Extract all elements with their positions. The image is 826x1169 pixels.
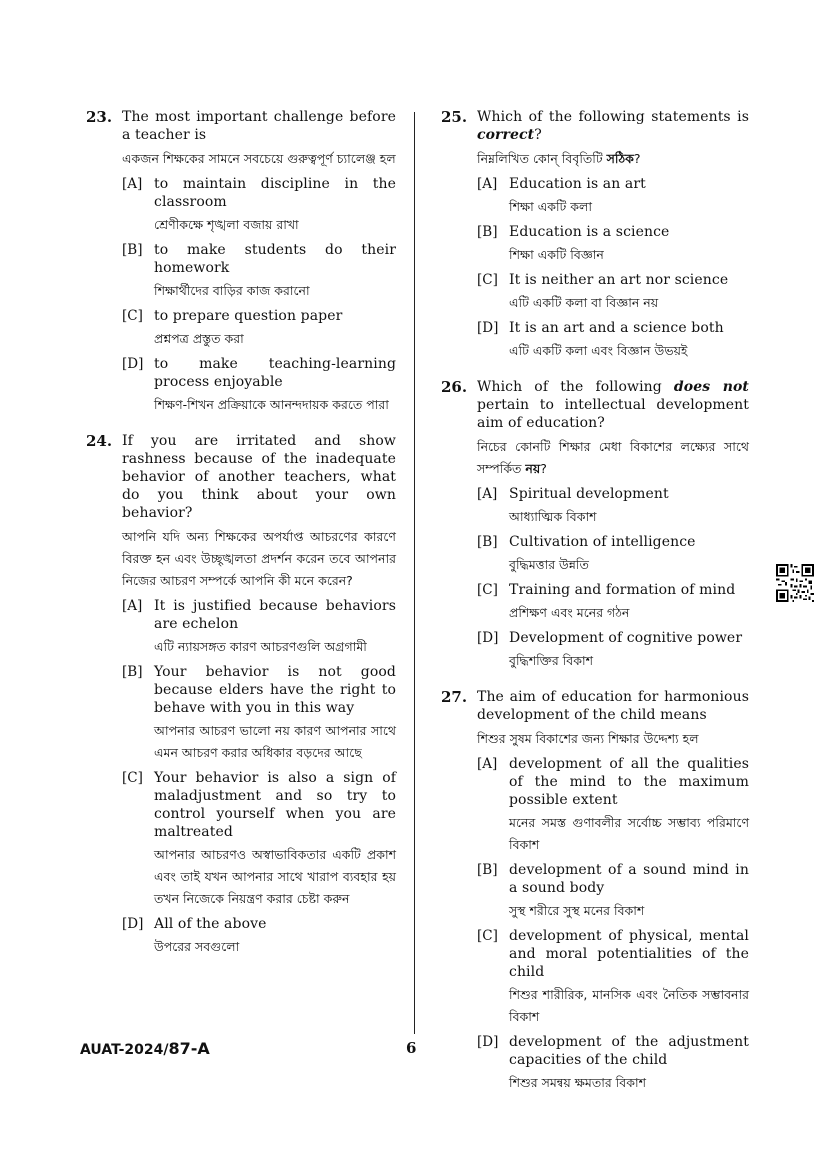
option-text-en: development of physical, mental and moral potentialities of the child <box>509 928 749 980</box>
question-emphasis: correct <box>477 127 535 143</box>
option-c <box>477 927 749 1028</box>
option-text-bn: এটি ন্যায়সঙ্গত কারণ আচরণগুলি অগ্রগামী <box>154 639 367 654</box>
option-text-bn: আপনার আচরণ ভালো নয় কারণ আপনার সাথে এমন আচরণ করার অধিকার বড়দের আছে <box>154 723 396 760</box>
option-text-bn: শিক্ষা একটি কলা <box>509 199 592 214</box>
option-text-en: Your behavior is not good because elders have the right to behave with you in this way <box>154 664 396 716</box>
option-b <box>477 861 749 922</box>
question-number: 26. <box>441 378 468 396</box>
option-label: [C] <box>122 770 143 786</box>
exam-code-suffix: 87-A <box>168 1039 210 1058</box>
option-text-bn: বুদ্ধিশক্তির বিকাশ <box>509 653 593 668</box>
question-text-part: Which of the following statements is <box>477 109 749 125</box>
option-a <box>477 485 749 528</box>
option-c <box>477 271 749 314</box>
option-text-en: It is an art and a science both <box>509 320 724 336</box>
question-number: 23. <box>86 108 113 126</box>
option-text-en: to prepare question paper <box>154 308 343 324</box>
page-number: 6 <box>406 1039 417 1057</box>
question-text-part: pertain to intellectual development aim of education? <box>477 397 749 431</box>
option-text-en: Spiritual development <box>509 486 669 502</box>
option-label: [C] <box>477 582 498 598</box>
option-a <box>477 755 749 856</box>
question-27 <box>441 688 749 1094</box>
option-text-en: to maintain discipline in the classroom <box>154 176 396 210</box>
option-a <box>477 175 749 218</box>
option-label: [B] <box>122 242 143 258</box>
question-text-en <box>477 108 749 144</box>
option-text-en: Education is a science <box>509 224 670 240</box>
question-text-bn: একজন শিক্ষকের সামনে সবচেয়ে গুরুত্বপূর্ণ চ্যালেঞ্জ হল <box>122 151 396 166</box>
option-text-en: development of a sound mind in a sound body <box>509 862 749 896</box>
option-label: [C] <box>477 272 498 288</box>
option-label: [C] <box>477 928 498 944</box>
option-label: [A] <box>122 176 143 192</box>
question-number: 24. <box>86 432 113 450</box>
option-c <box>477 581 749 624</box>
question-25 <box>441 108 749 362</box>
option-a <box>122 175 396 236</box>
question-text-en: The most important challenge before a teacher is <box>122 109 396 143</box>
option-text-en: development of all the qualities of the mind to the maximum possible extent <box>509 756 749 808</box>
exam-code: AUAT-2024/87-A <box>80 1039 210 1058</box>
question-number: 27. <box>441 688 468 706</box>
option-label: [B] <box>122 664 143 680</box>
question-text-bn: আপনি যদি অন্য শিক্ষকের অপর্যাপ্ত আচরণের কারণে বিরক্ত হন এবং উচ্ছৃঙ্খলতা প্রদর্শন করেন তবে আপনার নিজের আচরণ সম্পর্কে আপনি কী মনে করেন? <box>122 529 396 588</box>
option-text-bn: শিক্ষণ-শিখন প্রক্রিয়াকে আনন্দদায়ক করতে পারা <box>154 397 389 412</box>
question-24 <box>86 432 396 958</box>
option-text-bn: সুস্থ শরীরে সুস্থ মনের বিকাশ <box>509 903 645 918</box>
question-text-part: ? <box>534 127 542 143</box>
question-emphasis: সঠিক <box>606 151 634 166</box>
option-d <box>477 319 749 362</box>
question-text-bn <box>477 436 749 480</box>
option-d <box>122 355 396 416</box>
option-label: [A] <box>477 756 498 772</box>
option-text-bn: আধ্যাত্মিক বিকাশ <box>509 509 597 524</box>
option-text-bn: বুদ্ধিমত্তার উন্নতি <box>509 557 589 572</box>
option-label: [D] <box>477 630 499 646</box>
option-text-bn: শিক্ষার্থীদের বাড়ির কাজ করানো <box>154 283 310 298</box>
question-text-part: নিম্নলিখিত কোন্ বিবৃতিটি <box>477 151 607 166</box>
option-text-bn: শ্রেণীকক্ষে শৃঙ্খলা বজায় রাখা <box>154 217 299 232</box>
option-c <box>122 769 396 910</box>
question-text-part: নিচের কোনটি শিক্ষার মেধা বিকাশের লক্ষ্যের সাথে সম্পর্কিত <box>477 439 749 476</box>
option-text-en: All of the above <box>154 916 267 932</box>
question-number: 25. <box>441 108 468 126</box>
question-text-en <box>477 378 749 432</box>
option-text-bn: শিশুর শারীরিক, মানসিক এবং নৈতিক সম্ভাবনার বিকাশ <box>509 987 749 1024</box>
option-text-bn: শিক্ষা একটি বিজ্ঞান <box>509 247 604 262</box>
option-text-en: Your behavior is also a sign of maladjustment and so try to control yourself when you are maltreated <box>154 770 396 840</box>
option-b <box>122 241 396 302</box>
option-label: [B] <box>477 224 498 240</box>
option-text-en: Development of cognitive power <box>509 630 743 646</box>
option-label: [D] <box>122 916 144 932</box>
qr-code-icon <box>776 564 814 602</box>
question-text-bn: শিশুর সুষম বিকাশের জন্য শিক্ষার উদ্দেশ্য হল <box>477 731 699 746</box>
option-text-en: Cultivation of intelligence <box>509 534 696 550</box>
option-text-bn: প্রশিক্ষণ এবং মনের গঠন <box>509 605 630 620</box>
option-a <box>122 597 396 658</box>
option-b <box>122 663 396 764</box>
left-column <box>86 108 396 974</box>
question-26 <box>441 378 749 672</box>
option-d <box>477 1033 749 1094</box>
question-emphasis: নয় <box>525 461 541 476</box>
question-emphasis: does not <box>673 379 749 395</box>
option-label: [A] <box>477 176 498 192</box>
option-text-bn: শিশুর সমন্বয় ক্ষমতার বিকাশ <box>509 1075 646 1090</box>
option-text-bn: উপরের সবগুলো <box>154 939 240 954</box>
option-label: [D] <box>477 1034 499 1050</box>
option-text-bn: মনের সমস্ত গুণাবলীর সর্বোচ্চ সম্ভাব্য পরিমাণে বিকাশ <box>509 815 749 852</box>
question-text-en: If you are irritated and show rashness because of the inadequate behavior of another teachers, what do you think about your own behavior? <box>122 433 396 521</box>
option-label: [D] <box>477 320 499 336</box>
option-text-en: to make students do their homework <box>154 242 396 276</box>
option-text-en: Education is an art <box>509 176 646 192</box>
question-text-part: ? <box>540 461 547 476</box>
question-text-bn <box>477 148 749 170</box>
option-text-en: It is justified because behaviors are echelon <box>154 598 396 632</box>
option-text-bn: আপনার আচরণও অস্বাভাবিকতার একটি প্রকাশ এবং তাই যখন আপনার সাথে খারাপ ব্যবহার হয় তখন নিজেকে নিয়ন্ত্রণ করার চেষ্টা করুন <box>154 847 396 906</box>
right-column <box>441 108 749 1110</box>
option-text-bn: এটি একটি কলা এবং বিজ্ঞান উভয়ই <box>509 343 688 358</box>
option-label: [C] <box>122 308 143 324</box>
option-d <box>122 915 396 958</box>
option-label: [A] <box>477 486 498 502</box>
option-c <box>122 307 396 350</box>
option-b <box>477 223 749 266</box>
question-text-en: The aim of education for harmonious development of the child means <box>477 689 749 723</box>
option-text-bn: এটি একটি কলা বা বিজ্ঞান নয় <box>509 295 659 310</box>
option-text-en: to make teaching-learning process enjoyable <box>154 356 396 390</box>
exam-code-prefix: AUAT-2024 <box>80 1042 164 1058</box>
question-text-part: ? <box>633 151 641 166</box>
question-23 <box>86 108 396 416</box>
option-text-en: It is neither an art nor science <box>509 272 729 288</box>
option-label: [B] <box>477 534 498 550</box>
option-text-bn: প্রশ্নপত্র প্রস্তুত করা <box>154 331 244 346</box>
option-label: [B] <box>477 862 498 878</box>
option-d <box>477 629 749 672</box>
column-divider <box>414 112 415 1034</box>
option-label: [D] <box>122 356 144 372</box>
option-label: [A] <box>122 598 143 614</box>
question-text-part: Which of the following <box>477 379 674 395</box>
option-text-en: development of the adjustment capacities of the child <box>509 1034 749 1068</box>
option-text-en: Training and formation of mind <box>509 582 736 598</box>
option-b <box>477 533 749 576</box>
